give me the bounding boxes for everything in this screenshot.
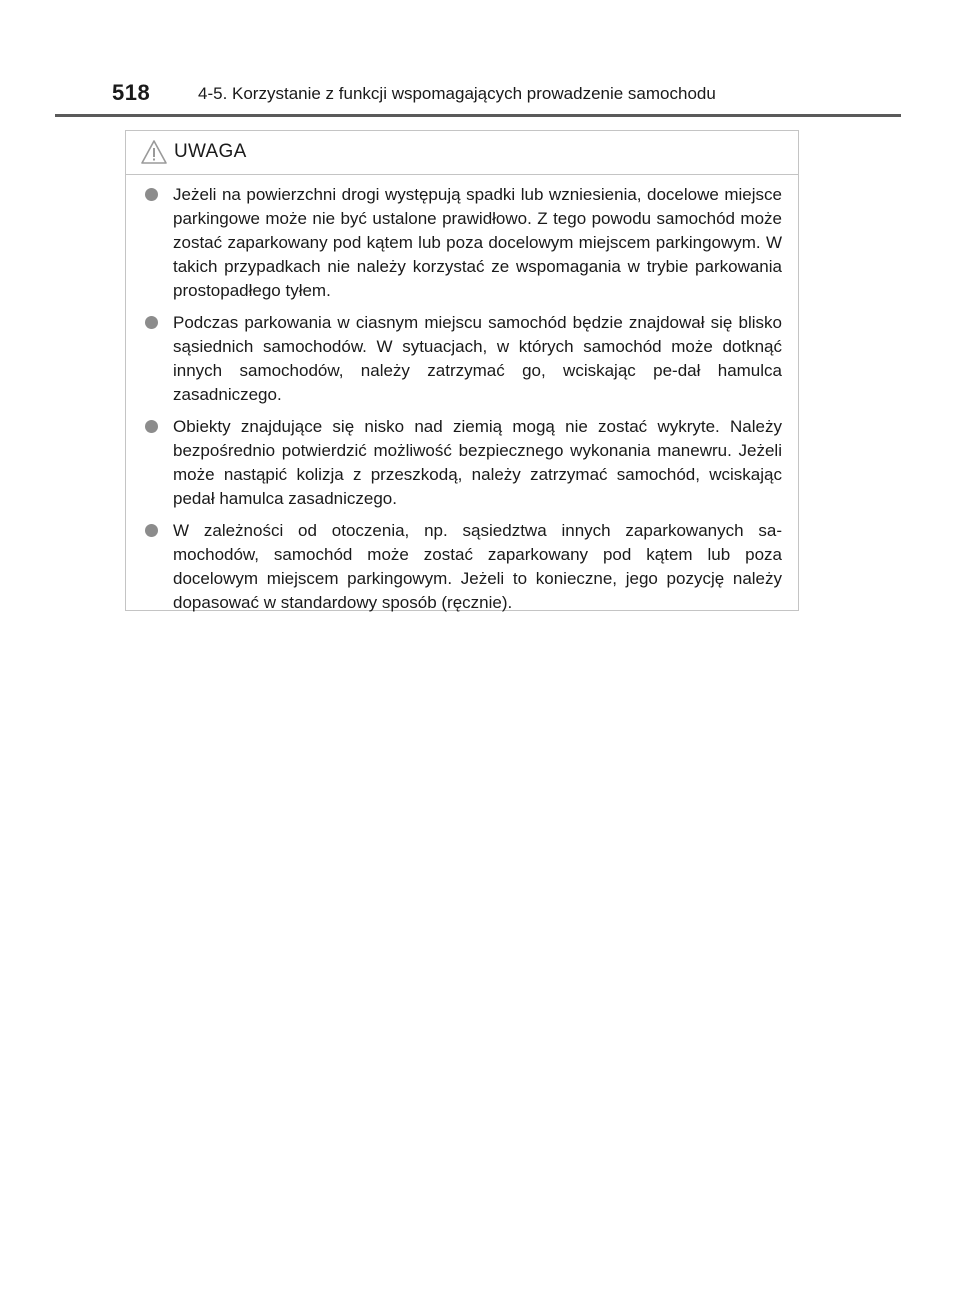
page-number: 518	[112, 80, 151, 105]
bullet-dot-icon	[145, 188, 158, 201]
warning-item	[126, 415, 798, 511]
warning-item-text: W zależności od otoczenia, np. sąsiedztwa innych zaparkowanych sa-mochodów, samochód może zostać zaparkowany pod kątem lub poza docelowym miejscem parkingowym. Jeżeli to konieczne, jego pozycję należy dopasować w standardowy sposób (ręcznie).	[173, 521, 782, 612]
bullet-dot-icon	[145, 524, 158, 537]
bullet-dot-icon	[145, 420, 158, 433]
warning-item	[126, 519, 798, 615]
warning-item	[126, 183, 798, 303]
warning-item-text: Podczas parkowania w ciasnym miejscu samochód będzie znajdował się blisko sąsiednich samochodów. W sytuacjach, w których samochód może dotknąć innych samochodów, należy zatrzymać go, wciskając pe-dał hamulca zasadniczego.	[173, 313, 782, 404]
section-title: 4-5. Korzystanie z funkcji wspomagających prowadzenie samochodu	[198, 84, 716, 103]
warning-list	[126, 183, 798, 623]
warning-triangle-icon	[140, 139, 168, 165]
warning-header	[126, 131, 798, 175]
page-header	[112, 80, 912, 112]
header-divider	[55, 114, 901, 117]
bullet-dot-icon	[145, 316, 158, 329]
warning-label: UWAGA	[174, 141, 247, 162]
warning-box	[125, 130, 799, 611]
warning-item	[126, 311, 798, 407]
warning-item-text: Obiekty znajdujące się nisko nad ziemią mogą nie zostać wykryte. Należy bezpośrednio potwierdzić możliwość bezpiecznego wykonania manewru. Jeżeli może nastąpić kolizja z przeszkodą, należy zatrzymać samochód, wciskając pedał hamulca zasadniczego.	[173, 417, 782, 508]
warning-item-text: Jeżeli na powierzchni drogi występują spadki lub wzniesienia, docelowe miejsce parkingowe może nie być ustalone prawidłowo. Z tego powodu samochód może zostać zaparkowany pod kątem lub poza docelowym miejscem parkingowym. W takich przypadkach nie należy korzystać ze wspomagania w trybie parkowania prostopadłego tyłem.	[173, 185, 782, 300]
